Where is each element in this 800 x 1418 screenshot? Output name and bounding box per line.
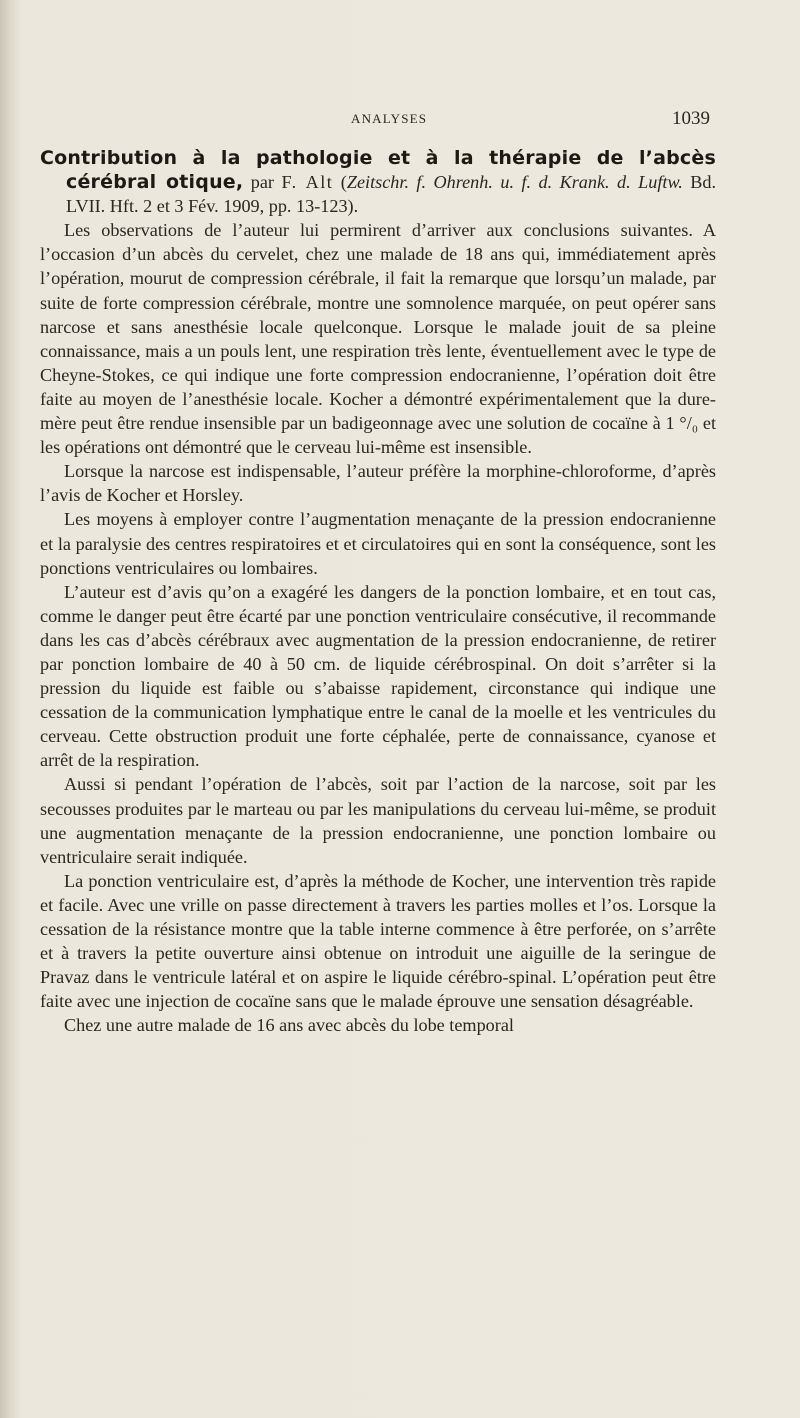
citation-details: Bd. LVII. Hft. 2 et 3 Fév. 1909, pp. 13-123). — [66, 172, 716, 217]
page-number: 1039 — [672, 108, 710, 129]
paragraph-6: La ponction ventriculaire est, d’après la méthode de Kocher, une intervention très rapide et facile. Avec une vrille on passe directement à travers les parties molles et l’os. Lorsque la cessation de la résistance montre que la table interne commence à être perforée, on s’arrête et à travers la petite ouverture ainsi obtenue on introduit une aiguille de la seringue de Pravaz dans le ventricule latéral et on aspire le liquide cérébro-spinal. L’opération peut être faite avec une injection de cocaïne sans que le malade éprouve une sensation désagréable. — [40, 870, 716, 1012]
author-name: F. Alt — [281, 172, 334, 193]
paragraph-2: Lorsque la narcose est indispensable, l’auteur préfère la morphine-chloroforme, d’après l’avis de Kocher et Horsley. — [40, 461, 716, 506]
paragraph-1: Les observations de l’auteur lui permirent d’arriver aux conclusions suivantes. A l’occasion d’un abcès du cervelet, chez une malade de 18 ans qui, immédiatement après l’opération, mourut de compression cérébrale, il fait la remarque que lorsqu’un malade, par suite de forte compression cérébrale, montre une somnolence marquée, on peut opérer sans narcose et sans anesthésie locale quelconque. Lorsque le malade jouit de sa pleine connaissance, mais a un pouls lent, une respiration très lente, éventuellement avec le type de Cheyne-Stokes, ce qui indique une forte compression endocranienne, l’opération doit être faite au moyen de l’anesthésie locale. Kocher a démontré expérimentalement que la dure-mère peut être rendue insensible par un badigeonnage avec une solution de cocaïne à 1 °/₀ et les opérations ont démontré que le cerveau lui-même est insensible. — [40, 220, 716, 458]
paragraph-5: Aussi si pendant l’opération de l’abcès, soit par l’action de la narcose, soit par les secousses produites par le marteau ou par les manipulations du cerveau lui-même, se produit une augmentation menaçante de la pression endocranienne, une ponction lombaire ou ventriculaire serait indiquée. — [40, 774, 716, 867]
by-text: par — [243, 172, 282, 193]
article-entry — [40, 146, 716, 218]
page-header — [0, 108, 800, 132]
citation-open: ( — [333, 172, 347, 193]
paragraph-3: Les moyens à employer contre l’augmentation menaçante de la pression endocranienne et la paralysie des centres respiratoires et et circulatoires qui en sont la conséquence, sont les ponctions ventriculaires ou lombaires. — [40, 509, 716, 578]
paragraph-4: L’auteur est d’avis qu’on a exagéré les dangers de la ponction lombaire, et en tout cas, comme le danger peut être écarté par une ponction ventriculaire consécutive, il recommande dans les cas d’abcès cérébraux avec augmentation de la pression endocranienne, de retirer par ponction lombaire de 40 à 50 cm. de liquide cérébrospinal. On doit s’arrêter si la pression du liquide est faible ou s’abaisse rapidement, circonstance qui indique une cessation de la communication lymphatique entre le canal de la moelle et les ventricules du cerveau. Cette obstruction produit une forte céphalée, perte de connaissance, cyanose et arrêt de la respiration. — [40, 581, 716, 771]
journal-name: Zeitschr. f. Ohrenh. u. f. d. Krank. d. Luftw. — [346, 172, 683, 193]
paragraph-7: Chez une autre malade de 16 ans avec abcès du lobe temporal — [64, 1015, 514, 1036]
running-title: ANALYSES — [351, 111, 428, 126]
article-title: Contribution à la pathologie et à la thérapie de l’abcès cérébral otique, — [40, 147, 716, 194]
article-body — [40, 146, 716, 1037]
